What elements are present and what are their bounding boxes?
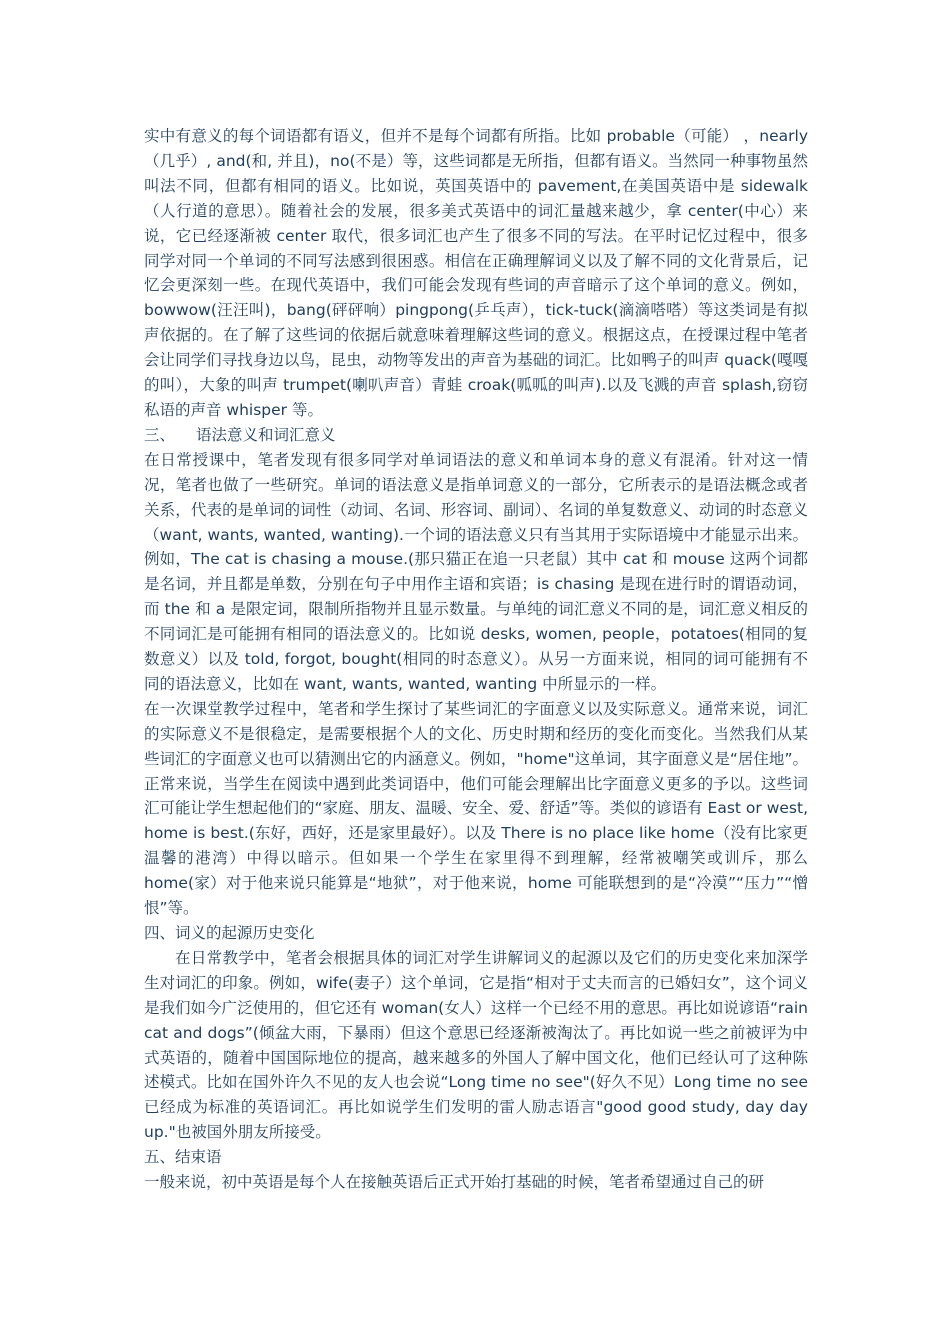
body-paragraph: 在一次课堂教学过程中，笔者和学生探讨了某些词汇的字面意义以及实际意义。通常来说，词汇的实际意义不是很稳定，是需要根据个人的文化、历史时期和经历的变化而变化。当然我们从某些词汇的字面意义也可以猜测出它的内涵意义。例如，"home"这单词，其字面意义是“居住地”。正常来说，当学生在阅读中遇到此类词语中，他们可能会理解出比字面意义更多的予以。这些词汇可能让学生想起他们的“家庭、朋友、温暖、安全、爱、舒适”等。类似的谚语有 East or west, home is best.(东好，西好，还是家里最好）。以及 There is no place like home（没有比家更温馨的港湾）中得以暗示。但如果一个学生在家里得不到理解，经常被嘲笑或训斥，那么 home(家）对于他来说只能算是“地狱”，对于他来说，home 可能联想到的是“冷漠”“压力”“憎恨”等。	[144, 699, 808, 918]
section-heading-4	[144, 921, 808, 946]
body-paragraph: 一般来说，初中英语是每个人在接触英语后正式开始打基础的时候，笔者希望通过自己的研	[144, 1173, 765, 1192]
section-heading-3	[144, 423, 808, 448]
section-heading-5	[144, 1145, 808, 1170]
section-number: 四、	[144, 924, 176, 942]
section-title: 语法意义和词汇意义	[196, 425, 336, 444]
body-paragraph: 在日常授课中，笔者发现有很多同学对单词语法的意义和单词本身的意义有混淆。针对这一情况，笔者也做了一些研究。单词的语法意义是指单词意义的一部分，它所表示的是语法概念或者关系，代表的是单词的词性（动词、名词、形容词、副词）、名词的单复数意义、动词的时态意义（want, wants, wanted, wanting).一个词的语法意义只有当其用于实际语境中才能显示出来。例如，The cat is chasing a mouse.(那只猫正在追一只老鼠）其中 cat 和 mouse 这两个词都是名词，并且都是单数，分别在句子中用作主语和宾语；is chasing 是现在进行时的谓语动词，而 the 和 a 是限定词，限制所指物并且显示数量。与单纯的词汇意义不同的是，词汇意义相反的不同词汇是可能拥有相同的语法意义的。比如说 desks, women, people，potatoes(相同的复数意义）以及 told, forgot, bought(相同的时态意义）。从另一方面来说，相同的词可能拥有不同的语法意义，比如在 want, wants, wanted, wanting 中所显示的一样。	[144, 450, 808, 693]
body-paragraph: 在日常教学中，笔者会根据具体的词汇对学生讲解词义的起源以及它们的历史变化来加深学生对词汇的印象。例如，wife(妻子）这个单词，它是指“相对于丈夫而言的已婚妇女”，这个词义是我们如今广泛使用的，但它还有 woman(女人）这样一个已经不用的意思。再比如说谚语“rain cat and dogs”(倾盆大雨，下暴雨）但这个意思已经逐渐被淘汰了。再比如说一些之前被评为中式英语的，随着中国国际地位的提高，越来越多的外国人了解中国文化，他们已经认可了这种陈述模式。比如在国外许久不见的友人也会说“Long time no see"(好久不见）Long time no see 已经成为标准的英语词汇。再比如说学生们发明的雷人励志语言"good good study, day day up."也被国外朋友所接受。	[144, 948, 808, 1142]
section-number: 三、	[144, 425, 176, 444]
body-paragraph: 实中有意义的每个词语都有语义，但并不是每个词都有所指。比如 probable（可能） ，nearly（几乎）, and(和, 并且)，no(不是）等，这些词都是无所指，但都有语义。当然同一种事物虽然叫法不同，但都有相同的语义。比如说，英国英语中的 pavement,在美国英语中是 sidewalk（人行道的意思）。随着社会的发展，很多美式英语中的词汇量越来越少，拿 center(中心）来说，它已经逐渐被 center 取代，很多词汇也产生了很多不同的写法。在平时记忆过程中，很多同学对同一个单词的不同写法感到很困惑。相信在正确理解词义以及了解不同的文化背景后，记忆会更深刻一些。在现代英语中，我们可能会发现有些词的声音暗示了这个单词的意义。例如，bowwow(汪汪叫)，bang(砰砰响）pingpong(乒乓声），tick-tuck(滴滴嗒嗒）等这类词是有拟声依据的。在了解了这些词的依据后就意味着理解这些词的意义。根据这点，在授课过程中笔者会让同学们寻找身边以鸟，昆虫，动物等发出的声音为基础的词汇。比如鸭子的叫声 quack(嘎嘎的叫），大象的叫声 trumpet(喇叭声音）青蛙 croak(呱呱的叫声).以及飞溅的声音 splash,窃窃私语的声音 whisper 等。	[144, 127, 808, 419]
document-page	[144, 124, 808, 1195]
section-title: 词义的起源历史变化	[175, 924, 315, 942]
section-number: 五、	[144, 1148, 176, 1167]
section-title: 结束语	[175, 1148, 222, 1167]
